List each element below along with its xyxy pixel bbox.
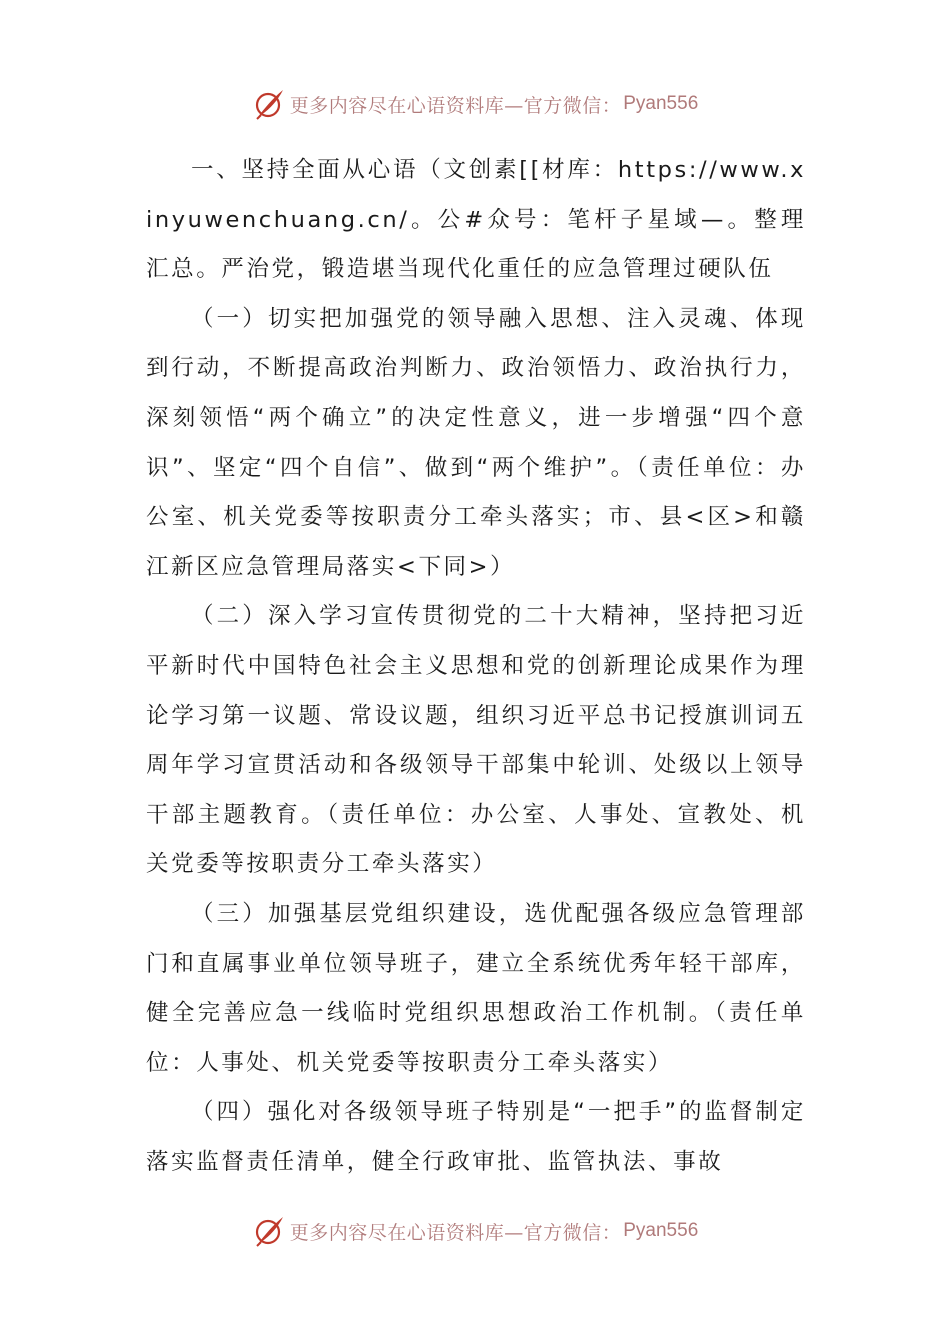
quill-pen-icon <box>252 1214 286 1248</box>
paragraph-section-heading: 一、坚持全面从心语（文创素[[材库：https://www.xinyuwenchuang.cn/。公#众号：笔杆子星域—。整理汇总。严治党，锻造堪当现代化重任的应急管理过硬队伍 <box>146 157 806 283</box>
paragraph-item-4: （四）强化对各级领导班子特别是“一把手”的监督制定落实监督责任清单，健全行政审批、监管执法、事故 <box>146 1099 806 1175</box>
banner-text: 更多内容尽在心语资料库—官方微信： <box>289 94 622 117</box>
document-body <box>146 146 806 1187</box>
paragraph-item-2: （二）深入学习宣传贯彻党的二十大精神，坚持把习近平新时代中国特色社会主义思想和党的创新理论成果作为理论学习第一议题、常设议题，组织习近平总书记授旗训词五周年学习宣贯活动和各级领导干部集中轮训、处级以上领导干部主题教育。（责任单位：办公室、人事处、宣教处、机关党委等按职责分工牵头落实） <box>146 603 806 878</box>
banner-wechat-id: Pyan556 <box>623 93 699 114</box>
quill-pen-icon <box>252 87 286 121</box>
footer-banner <box>0 1211 950 1251</box>
paragraph-item-1: （一）切实把加强党的领导融入思想、注入灵魂、体现到行动，不断提高政治判断力、政治领悟力、政治执行力，深刻领悟“两个确立”的决定性意义，进一步增强“四个意识”、坚定“四个自信”、做到“两个维护”。（责任单位：办公室、机关党委等按职责分工牵头落实；市、县<区>和赣江新区应急管理局落实<下同>） <box>146 305 806 580</box>
banner-wechat-id: Pyan556 <box>623 1220 699 1241</box>
banner-text: 更多内容尽在心语资料库—官方微信： <box>289 1221 622 1244</box>
paragraph-item-3: （三）加强基层党组织建设，选优配强各级应急管理部门和直属事业单位领导班子，建立全系统优秀年轻干部库，健全完善应急一线临时党组织思想政治工作机制。（责任单位：人事处、机关党委等按职责分工牵头落实） <box>146 900 806 1076</box>
header-banner <box>0 84 950 124</box>
